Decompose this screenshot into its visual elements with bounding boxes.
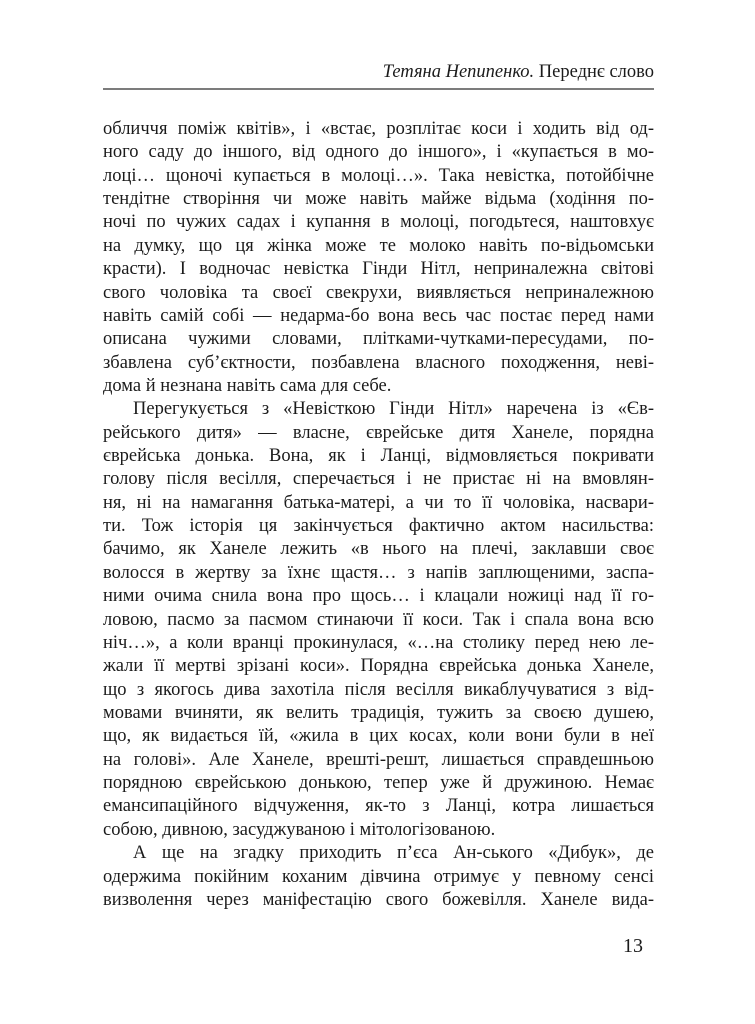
text-line: ного саду до іншого, від одного до іншого», і «купається в мо- [103, 142, 654, 163]
text-line: ними очима снила вона про щось… і клацали ножиці над її го- [103, 586, 654, 607]
text-line: ночі по чужих садах і купання в молоці, погодьтеся, наштовхує [103, 212, 654, 233]
text-line: на думку, що ця жінка може те молоко навіть по-відьомськи [103, 235, 654, 256]
text-line: рейського дитя» — власне, єврейське дитя Ханеле, порядна [103, 422, 654, 443]
header-section-title: Переднє слово [538, 62, 654, 82]
text-line: дома й незнана навіть сама для себе. [103, 375, 392, 396]
text-line: єврейська донька. Вона, як і Ланці, відмовляється покривати [103, 446, 654, 467]
text-line: собою, дивною, засуджуваною і мітологізованою. [103, 819, 496, 840]
text-line: красти). І водночас невістка Гінди Нітл, неприналежна світові [103, 259, 654, 280]
text-line: описана чужими словами, плітками-чутками-пересудами, по- [103, 329, 654, 350]
text-line: лоці… щоночі купається в молоці…». Така невістка, потойбічне [103, 165, 654, 186]
text-line: А ще на згадку приходить п’єса Ан-ського «Дибук», де [133, 843, 654, 864]
text-line: мовами вчиняти, як велить традиція, тужить за своєю душею, [103, 702, 654, 723]
text-line: Перегукується з «Невісткою Гінди Нітл» наречена із «Єв- [133, 399, 654, 420]
text-line: тендітне створіння чи може навіть майже відьма (ходіння по- [103, 189, 654, 210]
text-line: збавлена суб’єктности, позбавлена власного походження, неві- [103, 352, 654, 373]
text-line: свого чоловіка та своєї свекрухи, виявляється неприналежною [103, 282, 654, 303]
running-header [103, 61, 654, 84]
text-line: ловою, пасмо за пасмом стинаючи її коси. Так і спала вона всю [103, 609, 654, 630]
text-line: що, як видається їй, «жила в цих косах, коли вони були в неї [103, 726, 654, 747]
text-line: емансипаційного відчуження, як-то з Ланці, котра лишається [103, 796, 654, 817]
text-line: бачимо, як Ханеле лежить «в нього на плечі, заклавши своє [103, 539, 654, 560]
text-line: волосся в жертву за їхнє щастя… з напів заплющеними, заспа- [103, 562, 654, 583]
text-line: голову після весілля, сперечається і не пристає ні на вмовлян- [103, 469, 654, 490]
text-line: обличчя поміж квітів», і «встає, розплітає коси і ходить від од- [103, 119, 654, 139]
text-line: на голові». Але Ханеле, врешті-решт, лишається справдешньою [103, 749, 654, 770]
text-line: порядною єврейською донькою, тепер уже й дружиною. Немає [103, 773, 654, 794]
text-line: одержима покійним коханим дівчина отримує у певному сенсі [103, 866, 654, 887]
text-line: визволення через маніфестацію свого божевілля. Ханеле вида- [103, 889, 654, 910]
text-line: жали її мертві зрізані коси». Порядна єврейська донька Ханеле, [103, 656, 654, 677]
text-line: ня, ні на намагання батька-матері, а чи то її чоловіка, насвари- [103, 492, 654, 513]
text-line: ніч…», а коли вранці прокинулася, «…на столику перед нею ле- [103, 632, 654, 653]
page-number: 13 [623, 935, 643, 957]
body-text [103, 118, 654, 912]
text-line: ти. Тож історія ця закінчується фактично актом насильства: [103, 516, 654, 537]
header-author: Тетяна Непипенко. [382, 62, 535, 82]
header-rule [103, 88, 654, 90]
text-line: що з якогось дива захотіла після весілля викаблучуватися з від- [103, 679, 654, 700]
text-line: навіть самій собі — недарма-бо вона весь час постає перед нами [103, 305, 654, 326]
